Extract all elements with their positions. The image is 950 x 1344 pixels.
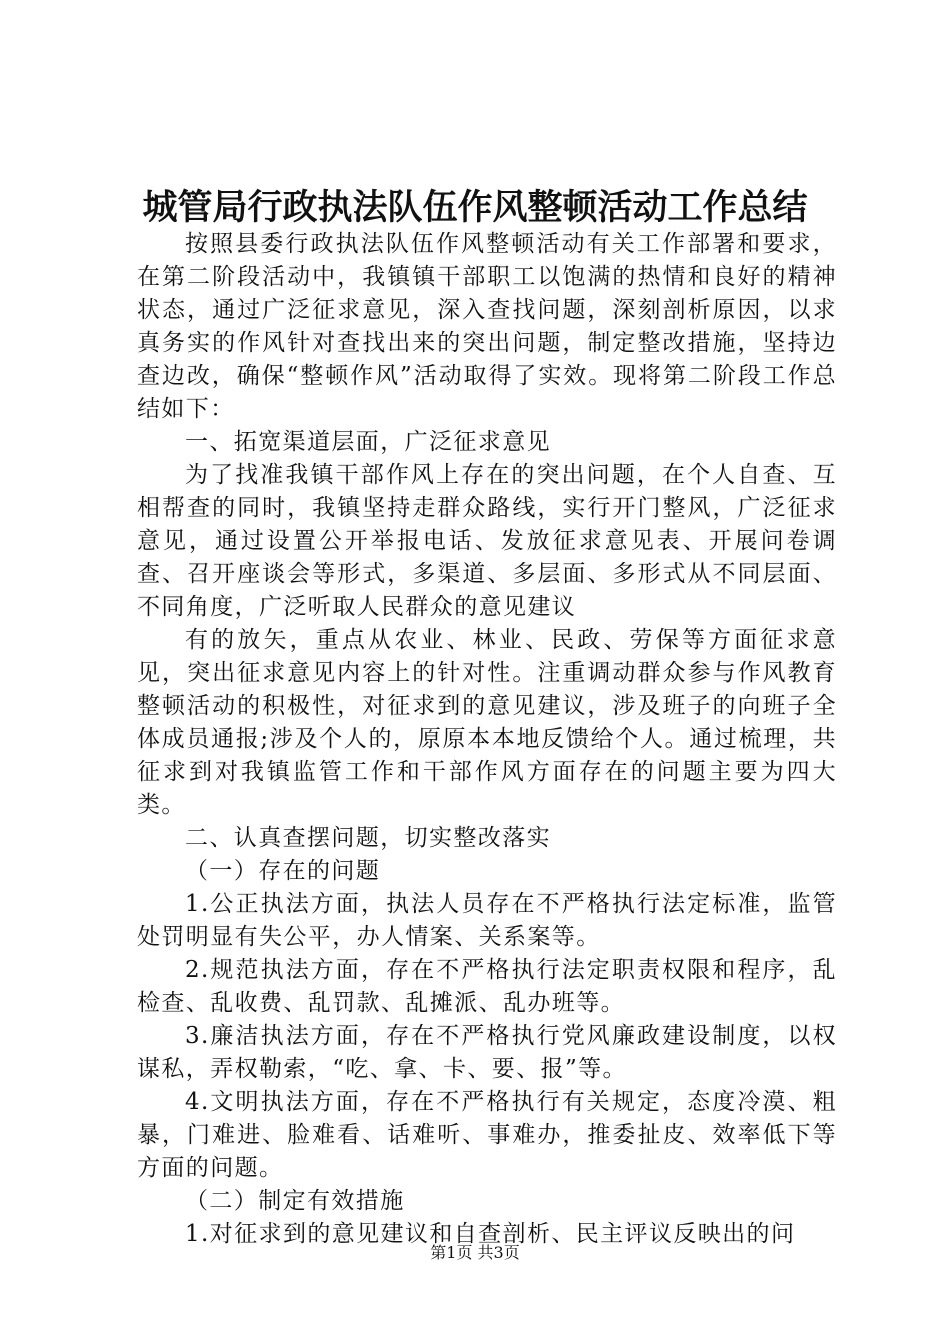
section-heading-1: 一、拓宽渠道层面，广泛征求意见 [185, 429, 551, 455]
list-item: 2.规范执法方面，存在不严格执行法定职责权限和程序，乱检查、乱收费、乱罚款、乱摊派、乱办班等。 [137, 957, 837, 1016]
document-body [137, 228, 837, 1251]
list-item: 1.对征求到的意见建议和自查剖析、民主评议反映出的问 [185, 1221, 796, 1247]
subsection-heading-1: （一）存在的问题 [185, 858, 381, 884]
document-title: 城管局行政执法队伍作风整顿活动工作总结 [142, 187, 808, 228]
paragraph-body: 有的放矢，重点从农业、林业、民政、劳保等方面征求意见，突出征求意见内容上的针对性。注重调动群众参与作风教育整顿活动的积极性，对征求到的意见建议，涉及班子的向班子全体成员通报;涉及个人的，原原本本地反馈给个人。通过梳理，共征求到对我镇监管工作和干部作风方面存在的问题主要为四大类。 [137, 627, 837, 818]
paragraph-body: 为了找准我镇干部作风上存在的突出问题，在个人自查、互相帮查的同时，我镇坚持走群众路线，实行开门整风，广泛征求意见，通过设置公开举报电话、发放征求意见表、开展问卷调查、召开座谈会等形式，多渠道、多层面、多形式从不同层面、不同角度，广泛听取人民群众的意见建议 [137, 462, 837, 620]
section-heading-2: 二、认真查摆问题，切实整改落实 [185, 825, 551, 851]
list-item: 1.公正执法方面，执法人员存在不严格执行法定标准，监管处罚明显有失公平，办人情案、关系案等。 [137, 891, 837, 950]
subsection-heading-2: （二）制定有效措施 [185, 1188, 405, 1214]
list-item: 3.廉洁执法方面，存在不严格执行党风廉政建设制度，以权谋私，弄权勒索，“吃、拿、卡、要、报”等。 [137, 1023, 837, 1082]
list-item: 4.文明执法方面，存在不严格执行有关规定，态度冷漠、粗暴，门难进、脸难看、话难听、事难办，推委扯皮、效率低下等方面的问题。 [137, 1089, 837, 1181]
paragraph-intro: 按照县委行政执法队伍作风整顿活动有关工作部署和要求，在第二阶段活动中，我镇镇干部职工以饱满的热情和良好的精神状态，通过广泛征求意见，深入查找问题，深刻剖析原因，以求真务实的作风针对查找出来的突出问题，制定整改措施，坚持边查边改，确保“整顿作风”活动取得了实效。现将第二阶段工作总结如下： [137, 231, 837, 422]
page-indicator: 第1页 共3页 [430, 1243, 520, 1262]
